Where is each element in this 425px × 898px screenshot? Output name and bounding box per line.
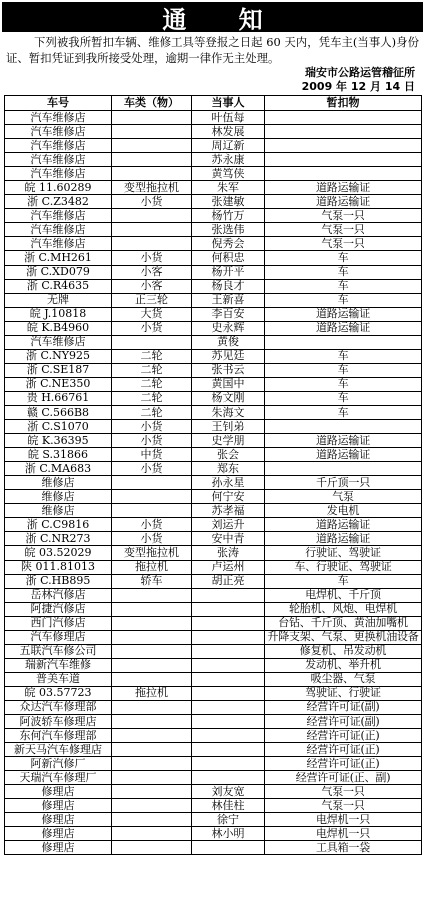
header-detained-item: 暂扣物	[265, 96, 422, 111]
plate-cell: 天瑞汽车修理厂	[5, 771, 112, 785]
vehicle-type-cell	[112, 785, 192, 799]
table-row	[5, 602, 422, 616]
detained-item-cell	[265, 125, 422, 139]
party-cell: 杨竹万	[192, 209, 265, 223]
detained-item-cell: 轮胎机、风炮、电焊机	[265, 602, 422, 616]
detained-item-cell: 经营许可证(正)	[265, 743, 422, 757]
table-row	[5, 293, 422, 307]
detained-item-cell: 车	[265, 293, 422, 307]
table-row	[5, 363, 422, 377]
table-row	[5, 715, 422, 729]
party-cell: 胡正亮	[192, 574, 265, 588]
detained-item-cell: 驾驶证、行驶证	[265, 686, 422, 700]
vehicle-type-cell: 变型拖拉机	[112, 181, 192, 195]
plate-cell: 修理店	[5, 799, 112, 813]
detained-item-cell: 道路运输证	[265, 434, 422, 448]
vehicle-type-cell: 小货	[112, 532, 192, 546]
detained-item-cell: 车	[265, 349, 422, 363]
party-cell: 杨开平	[192, 265, 265, 279]
table-row	[5, 729, 422, 743]
table-row	[5, 251, 422, 265]
vehicle-type-cell	[112, 729, 192, 743]
plate-cell: 汽车维修店	[5, 335, 112, 349]
table-row	[5, 181, 422, 195]
header-plate: 车号	[5, 96, 112, 111]
table-row	[5, 265, 422, 279]
table-row	[5, 574, 422, 588]
table-row	[5, 672, 422, 686]
plate-cell: 浙 C.HB895	[5, 574, 112, 588]
table-row	[5, 377, 422, 391]
table-row	[5, 546, 422, 560]
plate-cell: 汽车维修店	[5, 111, 112, 125]
vehicle-type-cell	[112, 644, 192, 658]
table-row	[5, 335, 422, 349]
party-cell	[192, 630, 265, 644]
table-row	[5, 827, 422, 841]
detained-item-cell: 气泵一只	[265, 223, 422, 237]
detained-item-cell: 车	[265, 574, 422, 588]
detained-item-cell: 经营许可证(正、副)	[265, 771, 422, 785]
party-cell	[192, 672, 265, 686]
table-row	[5, 420, 422, 434]
table-row	[5, 518, 422, 532]
party-cell	[192, 644, 265, 658]
vehicle-type-cell	[112, 223, 192, 237]
party-cell: 倪秀会	[192, 237, 265, 251]
plate-cell: 浙 C.S1070	[5, 420, 112, 434]
table-row	[5, 153, 422, 167]
plate-cell: 皖 S.31866	[5, 448, 112, 462]
table-row	[5, 111, 422, 125]
table-row	[5, 139, 422, 153]
party-cell	[192, 602, 265, 616]
party-cell: 周辽新	[192, 139, 265, 153]
table-row	[5, 686, 422, 700]
vehicle-type-cell	[112, 813, 192, 827]
party-cell	[192, 841, 265, 855]
vehicle-type-cell: 二轮	[112, 405, 192, 419]
detained-item-cell: 工具箱一袋	[265, 841, 422, 855]
table-row	[5, 476, 422, 490]
vehicle-type-cell: 小货	[112, 420, 192, 434]
detained-item-cell	[265, 111, 422, 125]
table-row	[5, 630, 422, 644]
plate-cell: 维修店	[5, 490, 112, 504]
table-row	[5, 560, 422, 574]
vehicle-type-cell	[112, 335, 192, 349]
detained-item-cell: 发动机、举升机	[265, 658, 422, 672]
detained-item-cell: 经营许可证(正)	[265, 729, 422, 743]
vehicle-type-cell: 拖拉机	[112, 686, 192, 700]
party-cell: 苏孝福	[192, 504, 265, 518]
plate-cell: 浙 C.MA683	[5, 462, 112, 476]
party-cell: 杨良才	[192, 279, 265, 293]
plate-cell: 浙 C.SE187	[5, 363, 112, 377]
vehicle-type-cell	[112, 715, 192, 729]
plate-cell: 修理店	[5, 841, 112, 855]
table-row	[5, 757, 422, 771]
vehicle-type-cell	[112, 476, 192, 490]
table-row	[5, 841, 422, 855]
vehicle-type-cell: 轿车	[112, 574, 192, 588]
plate-cell: 陕 011.81013	[5, 560, 112, 574]
vehicle-type-cell: 小货	[112, 251, 192, 265]
detained-item-cell	[265, 153, 422, 167]
table-row	[5, 321, 422, 335]
party-cell: 苏永康	[192, 153, 265, 167]
detained-item-cell: 行驶证、驾驶证	[265, 546, 422, 560]
vehicle-type-cell: 大货	[112, 307, 192, 321]
vehicle-type-cell: 二轮	[112, 349, 192, 363]
vehicle-type-cell	[112, 153, 192, 167]
detained-item-cell: 修复机、吊发动机	[265, 644, 422, 658]
party-cell: 林小明	[192, 827, 265, 841]
plate-cell: 阿捷汽修店	[5, 602, 112, 616]
plate-cell: 皖 K.B4960	[5, 321, 112, 335]
party-cell: 徐宁	[192, 813, 265, 827]
detained-item-cell: 道路运输证	[265, 518, 422, 532]
plate-cell: 汽车维修店	[5, 139, 112, 153]
vehicle-type-cell	[112, 658, 192, 672]
table-row	[5, 125, 422, 139]
vehicle-type-cell	[112, 771, 192, 785]
detained-item-cell: 升降支架、气泵、更换机油设备	[265, 630, 422, 644]
party-cell: 史学朋	[192, 434, 265, 448]
plate-cell: 汽车维修店	[5, 237, 112, 251]
detained-item-cell: 道路运输证	[265, 321, 422, 335]
table-row	[5, 644, 422, 658]
detained-item-cell: 道路运输证	[265, 195, 422, 209]
vehicle-type-cell: 小货	[112, 321, 192, 335]
plate-cell: 汽车维修店	[5, 125, 112, 139]
party-cell: 王钊弟	[192, 420, 265, 434]
vehicle-type-cell: 二轮	[112, 363, 192, 377]
vehicle-type-cell	[112, 757, 192, 771]
vehicle-type-cell: 正三轮	[112, 293, 192, 307]
detained-item-cell: 电焊机、千斤顶	[265, 588, 422, 602]
party-cell: 卢运州	[192, 560, 265, 574]
party-cell	[192, 658, 265, 672]
party-cell: 张书云	[192, 363, 265, 377]
vehicle-type-cell	[112, 630, 192, 644]
table-row	[5, 462, 422, 476]
party-cell: 黄国中	[192, 377, 265, 391]
party-cell: 何积忠	[192, 251, 265, 265]
vehicle-type-cell: 小货	[112, 195, 192, 209]
plate-cell: 无牌	[5, 293, 112, 307]
detained-item-cell: 气泵一只	[265, 209, 422, 223]
table-row	[5, 209, 422, 223]
table-row	[5, 223, 422, 237]
party-cell: 苏见廷	[192, 349, 265, 363]
detained-item-cell: 车	[265, 405, 422, 419]
table-row	[5, 405, 422, 419]
table-row	[5, 237, 422, 251]
table-row	[5, 813, 422, 827]
plate-cell: 阿新汽修厂	[5, 757, 112, 771]
detained-item-cell: 电焊机一只	[265, 813, 422, 827]
vehicle-type-cell	[112, 602, 192, 616]
vehicle-type-cell	[112, 209, 192, 223]
plate-cell: 维修店	[5, 476, 112, 490]
plate-cell: 浙 C.NR273	[5, 532, 112, 546]
table-row	[5, 504, 422, 518]
vehicle-type-cell	[112, 125, 192, 139]
plate-cell: 阿波轿车修理店	[5, 715, 112, 729]
detained-items-table	[4, 95, 422, 855]
table-row	[5, 307, 422, 321]
party-cell: 林佳柱	[192, 799, 265, 813]
detained-item-cell	[265, 462, 422, 476]
detained-item-cell: 车	[265, 391, 422, 405]
party-cell: 张会	[192, 448, 265, 462]
vehicle-type-cell	[112, 841, 192, 855]
notice-date: 2009 年 12 月 14 日	[301, 80, 415, 93]
vehicle-type-cell	[112, 139, 192, 153]
plate-cell: 修理店	[5, 813, 112, 827]
party-cell	[192, 588, 265, 602]
plate-cell: 新天马汽车修理店	[5, 743, 112, 757]
table-row	[5, 616, 422, 630]
plate-cell: 众达汽车修理部	[5, 700, 112, 714]
plate-cell: 东何汽车修理部	[5, 729, 112, 743]
party-cell	[192, 616, 265, 630]
plate-cell: 浙 C.NY925	[5, 349, 112, 363]
table-row	[5, 490, 422, 504]
party-cell	[192, 743, 265, 757]
table-row	[5, 799, 422, 813]
vehicle-type-cell	[112, 700, 192, 714]
table-row	[5, 785, 422, 799]
detained-item-cell	[265, 139, 422, 153]
party-cell: 何宁安	[192, 490, 265, 504]
detained-item-cell: 车	[265, 363, 422, 377]
party-cell: 朱军	[192, 181, 265, 195]
detained-item-cell: 道路运输证	[265, 181, 422, 195]
table-row	[5, 391, 422, 405]
vehicle-type-cell	[112, 616, 192, 630]
detained-item-cell: 车	[265, 377, 422, 391]
vehicle-type-cell	[112, 111, 192, 125]
detained-item-cell	[265, 335, 422, 349]
vehicle-type-cell	[112, 743, 192, 757]
plate-cell: 五联汽车修公司	[5, 644, 112, 658]
detained-item-cell: 经营许可证(副)	[265, 700, 422, 714]
vehicle-type-cell: 小客	[112, 265, 192, 279]
table-row	[5, 279, 422, 293]
plate-cell: 汽车维修店	[5, 209, 112, 223]
issuer-name: 瑞安市公路运管稽征所	[305, 66, 415, 79]
party-cell: 林发展	[192, 125, 265, 139]
vehicle-type-cell	[112, 799, 192, 813]
table-row	[5, 448, 422, 462]
party-cell: 安中青	[192, 532, 265, 546]
table-row	[5, 434, 422, 448]
detained-item-cell: 电焊机一只	[265, 827, 422, 841]
party-cell: 叶伍每	[192, 111, 265, 125]
table-row	[5, 532, 422, 546]
detained-item-cell: 台钻、千斤顶、黄油加嘴机	[265, 616, 422, 630]
plate-cell: 汽车维修店	[5, 223, 112, 237]
vehicle-type-cell: 小货	[112, 462, 192, 476]
party-cell: 张选伟	[192, 223, 265, 237]
party-cell: 孙永星	[192, 476, 265, 490]
plate-cell: 浙 C.NE350	[5, 377, 112, 391]
vehicle-type-cell: 中货	[112, 448, 192, 462]
plate-cell: 浙 C.MH261	[5, 251, 112, 265]
header-party: 当事人	[192, 96, 265, 111]
plate-cell: 维修店	[5, 504, 112, 518]
table-row	[5, 588, 422, 602]
table-header-row	[5, 96, 422, 111]
table-row	[5, 195, 422, 209]
table-row	[5, 167, 422, 181]
vehicle-type-cell: 二轮	[112, 377, 192, 391]
detained-item-cell: 道路运输证	[265, 307, 422, 321]
table-row	[5, 658, 422, 672]
vehicle-type-cell	[112, 827, 192, 841]
plate-cell: 汽车修理店	[5, 630, 112, 644]
table-row	[5, 349, 422, 363]
detained-item-cell: 车	[265, 265, 422, 279]
plate-cell: 皖 J.10818	[5, 307, 112, 321]
vehicle-type-cell: 小客	[112, 279, 192, 293]
detained-item-cell	[265, 420, 422, 434]
party-cell: 张涛	[192, 546, 265, 560]
detained-item-cell: 气泵一只	[265, 785, 422, 799]
party-cell: 刘友宽	[192, 785, 265, 799]
plate-cell: 赣 C.566B8	[5, 405, 112, 419]
table-row	[5, 771, 422, 785]
plate-cell: 瑞新汽车维修	[5, 658, 112, 672]
detained-item-cell: 车、行驶证、驾驶证	[265, 560, 422, 574]
plate-cell: 皖 03.57723	[5, 686, 112, 700]
party-cell: 张建敏	[192, 195, 265, 209]
detained-item-cell: 经营许可证(副)	[265, 715, 422, 729]
party-cell: 王新喜	[192, 293, 265, 307]
party-cell	[192, 757, 265, 771]
plate-cell: 西门汽修店	[5, 616, 112, 630]
plate-cell: 修理店	[5, 785, 112, 799]
vehicle-type-cell	[112, 167, 192, 181]
party-cell: 杨文刚	[192, 391, 265, 405]
plate-cell: 普美车道	[5, 672, 112, 686]
plate-cell: 皖 03.52029	[5, 546, 112, 560]
plate-cell: 汽车维修店	[5, 167, 112, 181]
vehicle-type-cell: 拖拉机	[112, 560, 192, 574]
detained-item-cell: 经营许可证(正)	[265, 757, 422, 771]
notice-title: 通 知	[2, 2, 423, 32]
plate-cell: 浙 C.XD079	[5, 265, 112, 279]
party-cell	[192, 771, 265, 785]
plate-cell: 修理店	[5, 827, 112, 841]
vehicle-type-cell: 二轮	[112, 391, 192, 405]
detained-item-cell: 吸尘器、气泵	[265, 672, 422, 686]
detained-item-cell: 车	[265, 251, 422, 265]
party-cell	[192, 729, 265, 743]
vehicle-type-cell	[112, 490, 192, 504]
detained-item-cell: 道路运输证	[265, 448, 422, 462]
plate-cell: 皖 K.36395	[5, 434, 112, 448]
party-cell: 刘运升	[192, 518, 265, 532]
table-body	[5, 111, 422, 855]
vehicle-type-cell: 变型拖拉机	[112, 546, 192, 560]
detained-item-cell: 道路运输证	[265, 532, 422, 546]
party-cell: 黄笃侠	[192, 167, 265, 181]
detained-item-cell	[265, 167, 422, 181]
party-cell: 朱海文	[192, 405, 265, 419]
detained-item-cell: 千斤顶一只	[265, 476, 422, 490]
party-cell: 黄俊	[192, 335, 265, 349]
detained-item-cell: 发电机	[265, 504, 422, 518]
plate-cell: 浙 C.C9816	[5, 518, 112, 532]
party-cell: 史永辉	[192, 321, 265, 335]
detained-item-cell: 车	[265, 279, 422, 293]
plate-cell: 岳林汽修店	[5, 588, 112, 602]
header-vehicle-type: 车类（物）	[112, 96, 192, 111]
vehicle-type-cell	[112, 588, 192, 602]
party-cell	[192, 715, 265, 729]
vehicle-type-cell: 小货	[112, 518, 192, 532]
table-row	[5, 700, 422, 714]
plate-cell: 皖 11.60289	[5, 181, 112, 195]
party-cell	[192, 686, 265, 700]
party-cell: 李百安	[192, 307, 265, 321]
plate-cell: 汽车维修店	[5, 153, 112, 167]
vehicle-type-cell	[112, 672, 192, 686]
plate-cell: 浙 C.Z3482	[5, 195, 112, 209]
table-row	[5, 743, 422, 757]
vehicle-type-cell: 小货	[112, 434, 192, 448]
party-cell	[192, 700, 265, 714]
detained-item-cell: 气泵	[265, 490, 422, 504]
detained-item-cell: 气泵一只	[265, 237, 422, 251]
party-cell: 郑东	[192, 462, 265, 476]
notice-intro: 下列被我所暂扣车辆、维修工具等登报之日起 60 天内，凭车主(当事人)身份证、暂扣凭证到我所接受处理，逾期一律作无主处理。	[6, 35, 419, 65]
plate-cell: 浙 C.R4635	[5, 279, 112, 293]
vehicle-type-cell	[112, 237, 192, 251]
detained-item-cell: 气泵一只	[265, 799, 422, 813]
plate-cell: 贵 H.66761	[5, 391, 112, 405]
vehicle-type-cell	[112, 504, 192, 518]
